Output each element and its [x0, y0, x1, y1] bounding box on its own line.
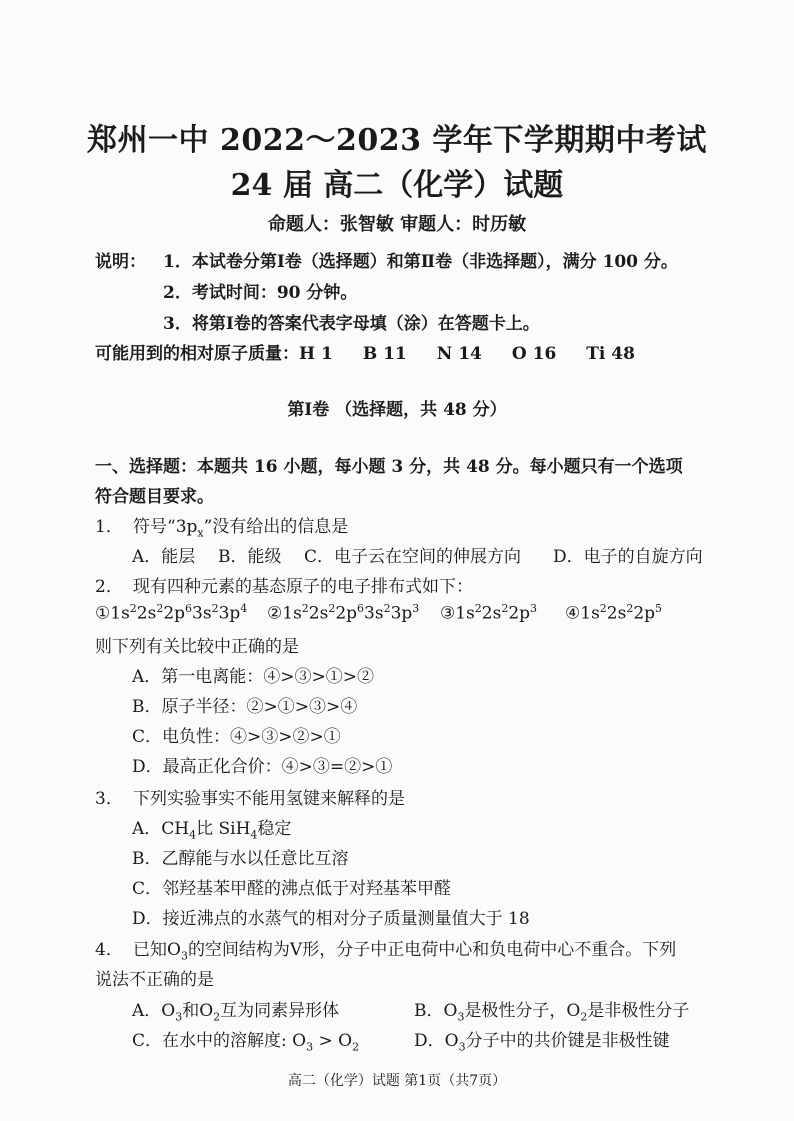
q2-config-4: $④1s^22s^22p^5$: [565, 602, 663, 624]
section-instruction-line2: 符合题目要求。: [95, 487, 214, 507]
note-1: 1．本试卷分第Ⅰ卷（选择题）和第Ⅱ卷（非选择题），满分 100 分。: [163, 252, 678, 272]
exam-subtitle: 24 届 高二（化学）试题: [230, 168, 564, 203]
notes-label: 说明：: [95, 252, 146, 272]
question-4-number: 4．: [95, 940, 123, 960]
q2-option-b: B．原子半径：②>①>③>④: [132, 697, 358, 717]
mass-b: B 11: [362, 344, 407, 364]
q2-config-2: $②1s^22s^22p^63s^23p^3$: [267, 602, 420, 624]
q1-option-c: C．电子云在空间的伸展方向: [304, 547, 522, 567]
section-instruction-line1: 一、选择题：本题共 16 小题，每小题 3 分，共 48 分。每小题只有一个选项: [95, 457, 683, 477]
atomic-masses: [95, 339, 635, 364]
q1-option-d: D．电子的自旋方向: [553, 547, 703, 567]
atomic-masses-label: 可能用到的相对原子质量：: [95, 344, 299, 364]
mass-ti: Ti 48: [586, 344, 635, 364]
section-title: 第Ⅰ卷 （选择题，共 48 分）: [287, 400, 507, 420]
question-2-stem: 2． 现有四种元素的基态原子的电子排布式如下：: [95, 572, 473, 597]
q1-option-b: B．能级: [218, 547, 282, 567]
question-1-stem: 1． 符号“$3p_x$”没有给出的信息是: [95, 512, 348, 539]
q4-option-c: C．在水中的溶解度: $O_3 > O_2$: [132, 1031, 360, 1054]
exam-authors: 命题人：张智敏 审题人：时历敏: [267, 214, 527, 235]
q4-option-a: A．$O_3$和$O_2$互为同素异形体: [132, 1001, 340, 1024]
exam-title: 郑州一中 2022～2023 学年下学期期中考试: [87, 123, 707, 158]
question-3-number: 3．: [95, 789, 123, 809]
question-2-stem2: 则下列有关比较中正确的是: [95, 637, 299, 657]
q2-option-d: D．最高正化合价：④>③=②>①: [132, 757, 393, 777]
question-4-stem-line2: 说法不正确的是: [95, 970, 214, 990]
q2-option-a: A．第一电离能：④>③>①>②: [132, 667, 375, 687]
mass-o: O 16: [511, 344, 557, 364]
question-1-number: 1．: [95, 517, 123, 537]
q3-option-d: D．接近沸点的水蒸气的相对分子质量测量值大于 18: [132, 909, 530, 929]
q3-option-a: A．$CH_4$比 SiH$_4$稳定: [132, 819, 292, 842]
mass-h: H 1: [299, 344, 333, 364]
q2-config-1: $①1s^22s^22p^63s^23p^4$: [95, 602, 248, 624]
page-footer: 高二（化学）试题 第1页（共7页）: [287, 1073, 507, 1089]
q4-option-b: B．$O_3$是极性分子，$O_2$是非极性分子: [414, 1001, 690, 1024]
q2-config-3: $③1s^22s^22p^3$: [440, 602, 538, 624]
q4-option-d: D．$O_3$分子中的共价键是非极性键: [414, 1031, 670, 1054]
q3-option-b: B．乙醇能与水以任意比互溶: [132, 849, 349, 869]
q3-option-c: C．邻羟基苯甲醛的沸点低于对羟基苯甲醛: [132, 879, 452, 899]
question-4-stem: 4． 已知$O_3$的空间结构为V形，分子中正电荷中心和负电荷中心不重合。下列: [95, 935, 676, 962]
note-3: 3．将第Ⅰ卷的答案代表字母填（涂）在答题卡上。: [163, 314, 540, 334]
question-3-stem: 3． 下列实验事实不能用氢键来解释的是: [95, 784, 405, 809]
mass-n: N 14: [436, 344, 482, 364]
note-2: 2．考试时间：90 分钟。: [163, 283, 358, 303]
q2-option-c: C．电负性：④>③>②>①: [132, 727, 341, 747]
question-2-number: 2．: [95, 577, 123, 597]
q1-option-a: A．能层: [132, 547, 196, 567]
